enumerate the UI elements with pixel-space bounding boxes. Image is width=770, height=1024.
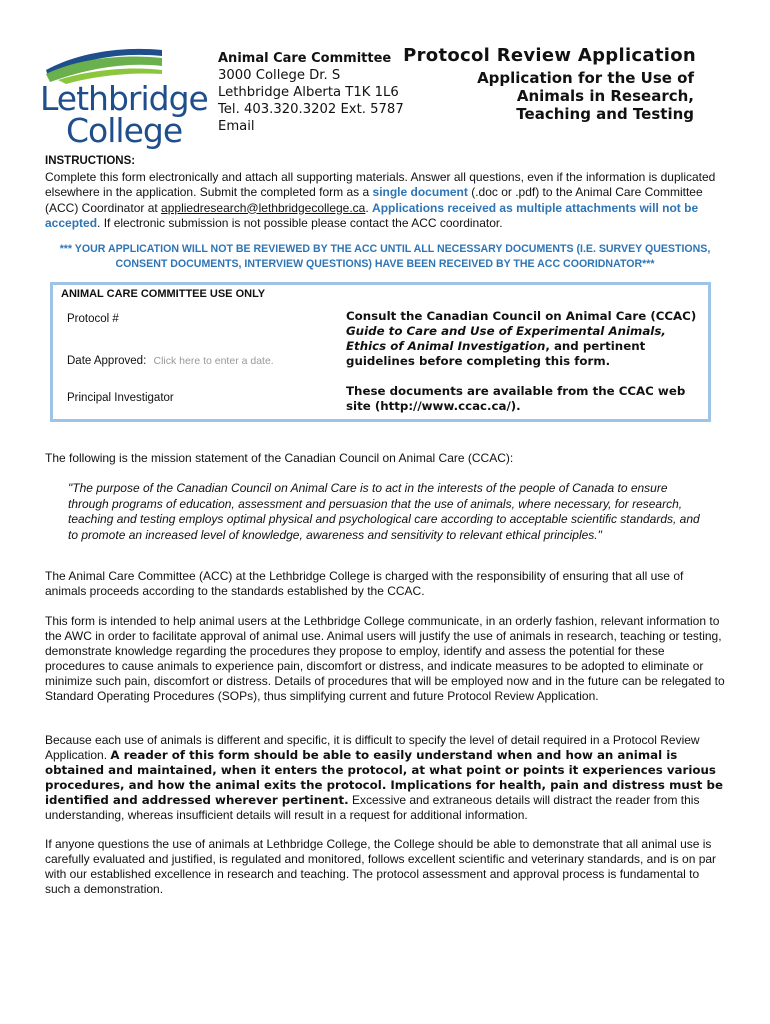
consult-post: , and pertinent guidelines before completing this form. bbox=[346, 339, 646, 368]
questions-paragraph: If anyone questions the use of animals at Lethbridge College, the College should be able to demonstrate that all animal use is carefully evaluated and justified, is regulated and monitored, follows excellent scientific and veterinary standards, and is on par with our established excellence in research and teaching. The protocol assessment and approval process is fundamental to such a demonstration. bbox=[45, 837, 717, 896]
detail-emphasis: A reader of this form should be able to easily understand when and how an animal is obtained and maintained, when it enters the protocol, at what point or points it experiences various procedures, and how the animal exits the protocol. Implications for health, pain and distress must be identified and addressed wherever pertinent. bbox=[45, 748, 723, 807]
subtitle bbox=[403, 69, 696, 123]
email-label[interactable]: Email bbox=[218, 119, 255, 134]
review-warning: *** YOUR APPLICATION WILL NOT BE REVIEWED BY THE ACC UNTIL ALL NECESSARY DOCUMENTS (I.E. SURVEY QUESTIONS, CONSENT DOCUMENTS, INTERVIEW QUESTIONS) HAVE BEEN RECEIVED BY THE ACC COORIDNATOR*** bbox=[59, 243, 711, 270]
date-approved-field bbox=[67, 355, 274, 367]
date-approved-label: Date Approved: bbox=[67, 355, 147, 367]
page-title: Protocol Review Application bbox=[403, 45, 696, 66]
mission-intro: The following is the mission statement of the Canadian Council on Animal Care (CCAC): bbox=[45, 451, 514, 465]
form-purpose-paragraph: This form is intended to help animal users at the Lethbridge College communicate, in an orderly fashion, relevant information to the AWC in order to facilitate approval of animal use. Animal users will justify the use of animals in research, teaching or testing, demonstrate knowledge regarding the procedures they propose to employ, identify and assess the potential for these procedures to cause animals to experience pain, discomfort or distress, and indicate measures to be adopted to eliminate or minimize such pain, discomfort or distress. Details of procedures that will be employed now and in the future can be relegated to Standard Operating Procedures (SOPs), thus simplifying current and future Protocol Review Application. bbox=[45, 614, 725, 703]
detail-post: Excessive and extraneous details will distract the reader from this understanding, whereas insufficient details will result in a request for additional information. bbox=[45, 793, 700, 822]
protocol-number-field[interactable] bbox=[67, 313, 119, 325]
instructions-text-2: (.doc or .pdf) to the Animal Care Committee (ACC) Coordinator at bbox=[45, 185, 703, 215]
principal-investigator-field[interactable] bbox=[67, 392, 174, 404]
detail-pre: Because each use of animals is different and specific, it is difficult to specify the level of detail required in a Protocol Review Application. bbox=[45, 733, 700, 762]
committee-name: Animal Care Committee bbox=[218, 51, 392, 66]
instructions-text-3: . bbox=[365, 200, 373, 215]
ccac-website-text: These documents are available from the CCAC web site (http://www.ccac.ca/). bbox=[346, 384, 686, 413]
acc-responsibility-paragraph: The Animal Care Committee (ACC) at the Lethbridge College is charged with the responsibility of ensuring that all use of animals proceeds according to the standards established by the CCAC. bbox=[45, 569, 684, 598]
form-title bbox=[403, 45, 696, 123]
date-picker-input[interactable]: Click here to enter a date. bbox=[153, 355, 274, 367]
consult-guide-title: Guide to Care and Use of Experimental Animals, Ethics of Animal Investigation bbox=[346, 324, 666, 353]
detail-paragraph bbox=[45, 733, 725, 823]
email-link[interactable]: appliedresearch@lethbridgecollege.ca bbox=[161, 200, 366, 215]
logo-swoosh-icon bbox=[44, 44, 164, 84]
acc-box-heading: ANIMAL CARE COMMITTEE USE ONLY bbox=[61, 288, 266, 300]
logo-word-college: College bbox=[66, 111, 183, 150]
contact-block bbox=[218, 50, 404, 135]
subtitle-line-3: Teaching and Testing bbox=[516, 105, 694, 123]
acc-use-only-box bbox=[50, 282, 711, 422]
instructions bbox=[45, 154, 725, 232]
instructions-text-4: . If electronic submission is not possible please contact the ACC coordinator. bbox=[97, 216, 503, 230]
subtitle-line-2: Animals in Research, bbox=[516, 87, 694, 105]
instructions-heading: INSTRUCTIONS: bbox=[45, 155, 136, 167]
instructions-text-1: Complete this form electronically and attach all supporting materials. Answer all questions, even if the information is duplicated elsewhere in the application. Submit the completed form as a bbox=[45, 169, 716, 199]
address-line-2: Lethbridge Alberta T1K 1L6 bbox=[218, 85, 399, 100]
phone: Tel. 403.320.3202 Ext. 5787 bbox=[218, 102, 404, 117]
mission-quote: "The purpose of the Canadian Council on Animal Care is to act in the interests of the people of Canada to ensure through programs of education, assessment and persuasion that the use of animals, where necessary, for research, teaching and testing employs optimal physical and psychological care according to acceptable scientific standards, and to promote an increased level of knowledge, awareness and sensitivity to relevant ethical principles." bbox=[68, 481, 700, 542]
logo-word-lethbridge: Lethbridge bbox=[40, 79, 208, 118]
ccac-consult-note bbox=[346, 309, 701, 369]
principal-investigator-label: Principal Investigator bbox=[67, 392, 174, 404]
attachment-warning: Applications received as multiple attachments will not be accepted bbox=[45, 200, 699, 230]
address-line-1: 3000 College Dr. S bbox=[218, 68, 341, 83]
ccac-availability-note bbox=[346, 384, 701, 414]
consult-pre: Consult the Canadian Council on Animal Care (CCAC) bbox=[346, 309, 697, 323]
lethbridge-college-logo bbox=[40, 44, 208, 150]
single-document-emphasis: single document bbox=[372, 185, 468, 199]
protocol-label: Protocol # bbox=[67, 313, 119, 325]
instructions-text bbox=[45, 170, 725, 232]
subtitle-line-1: Application for the Use of bbox=[477, 69, 694, 87]
